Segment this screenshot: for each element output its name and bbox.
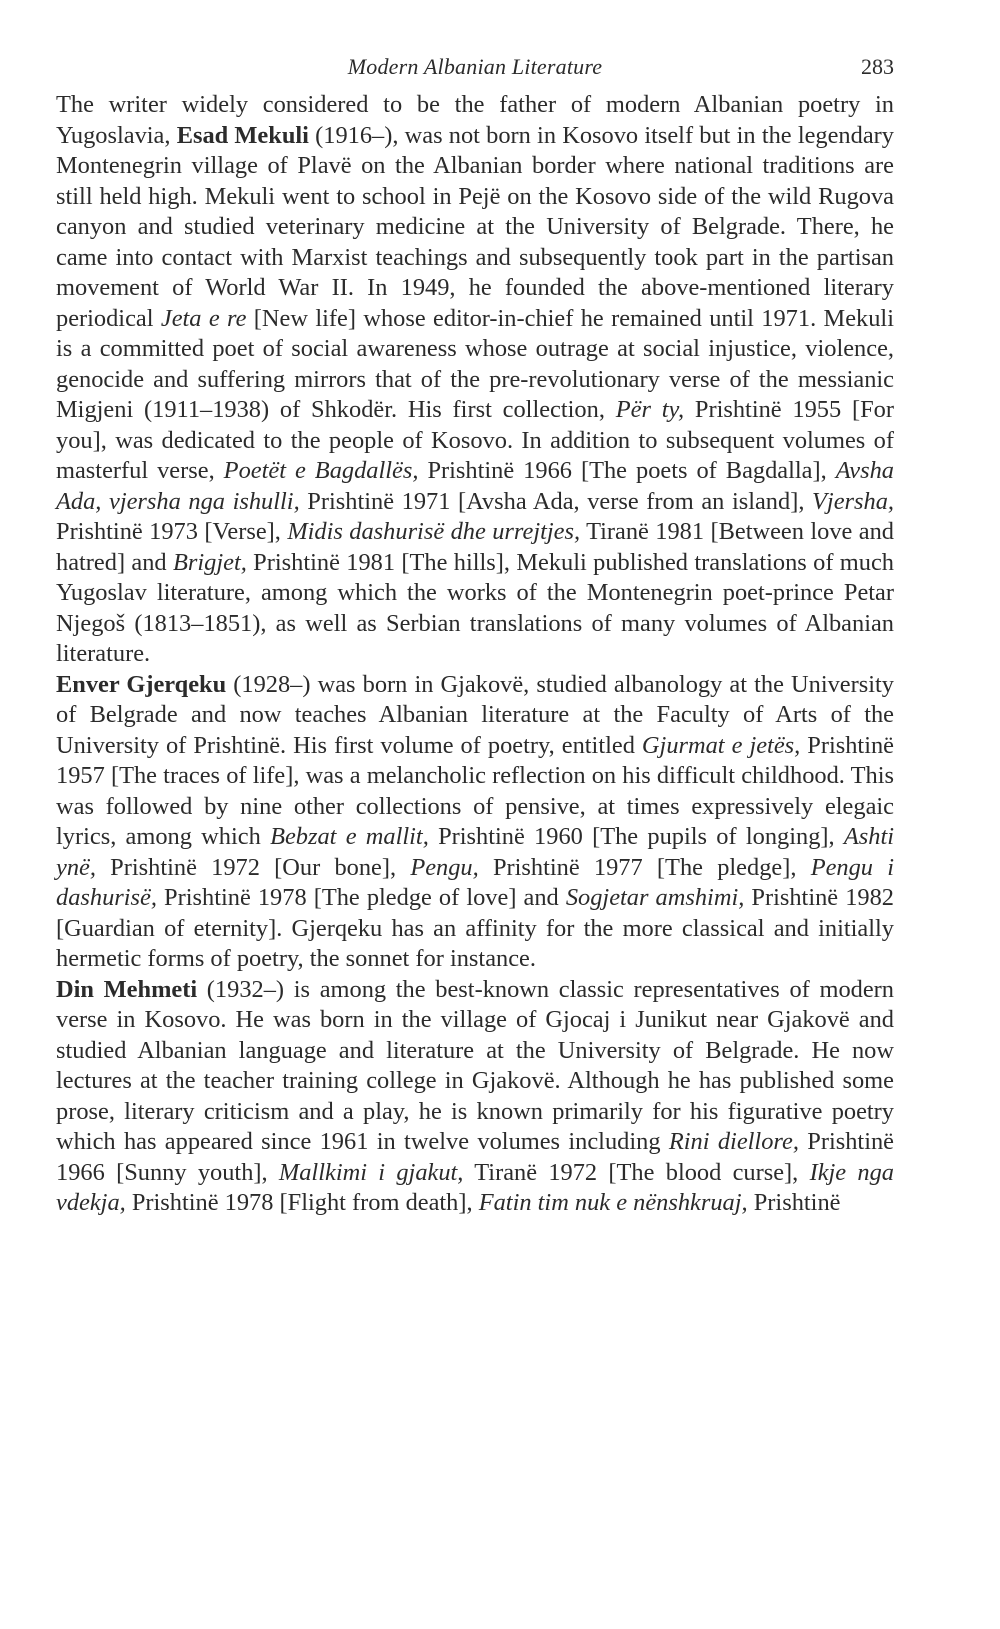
text-run: Prishtinë 1981 [The hills], Mekuli published translations of much Yugoslav literature, among which the works of the Montenegrin poet-prince Petar Njegoš (1813–1851), as well as Serbian translations of many volumes of Albanian literature. [56,548,894,667]
work-title: Jeta e re [160,304,247,332]
text-run: Prishtinë 1960 [The pupils of longing], [428,823,844,850]
text-run: (1916–), was not born in Kosovo itself but in the legendary Montenegrin village of Plavë on the Albanian border where national traditions are still held high. Mekuli went to school in Pejë on the Kosovo side of the wild Rugova canyon and studied veterinary medicine at the University of Belgrade. There, he came into contact with Marxist teachings and subsequently took part in the partisan movement of World War II. In 1949, he founded the above-mentioned literary periodical [56,121,894,332]
work-title: Pengu i dashurisë, [56,853,895,911]
text-run: Prishtinë 1978 [Flight from death], [125,1189,479,1216]
text-run: Prishtinë 1972 [Our bone], [95,853,411,881]
running-title: Modern Albanian Literature [347,54,603,79]
text-run: Tiranë 1972 [The blood curse], [463,1158,810,1186]
work-title: Rini diellore, [668,1128,799,1155]
author-name: Enver Gjerqeku [56,670,227,698]
text-run: (1932–) is among the best-known classic representatives of modern verse in Kosovo. He was born in the village of Gjocaj i Junikut near Gjakovë and studied Albanian language and literature at the University of Belgrade. He now lectures at the teacher training college in Gjakovë. Although he has published some prose, literary criticism and a play, he is known primarily for his figurative poetry which has appeared since 1961 in twelve volumes including [56,975,894,1155]
work-title: Pengu, [410,853,479,881]
text-run: (1928–) was born in Gjakovë, studied albanology at the University of Belgrade and now teaches Albanian literature at the Faculty of Arts of the University of Prishtinë. His first volume of poetry, entitled [56,670,894,759]
work-title: Ikje nga vdekja, [56,1158,895,1216]
text-run: Prishtinë 1955 [For you], was dedicated to the people of Kosovo. In addition to subsequent volumes of masterful verse, [56,396,894,484]
page-number: 283 [861,54,894,79]
paragraph-esad-mekuli [56,90,894,670]
paragraph-din-mehmeti [56,975,894,1219]
author-name: Din Mehmeti [56,975,198,1003]
text-run: Prishtinë 1977 [The pledge], [478,853,811,881]
work-title: Midis dashurisë dhe urrejtjes, [287,518,581,545]
text-run: Prishtinë 1973 [Verse], [56,518,288,545]
text-run: [New life] whose editor-in-chief he remained until 1971. Mekuli is a committed poet of social awareness whose outrage at social injustice, violence, genocide and suffering mirrors that of the pre-revolutionary verse of the messianic Migjeni (1911–1938) of Shkodër. His first collection, [56,304,894,423]
paragraph-enver-gjerqeku [56,670,894,975]
text-run: Prishtinë 1966 [Sunny youth], [56,1128,894,1186]
text-run: Tiranë 1981 [Between love and hatred] and [56,518,894,576]
work-title: Për ty, [615,396,685,423]
work-title: Vjersha, [812,487,895,515]
text-run: The writer widely considered to be the father of modern Albanian poetry in Yugoslavia, [56,91,894,149]
text-run: Prishtinë 1957 [The traces of life], was a melancholic reflection on his difficult childhood. This was followed by nine other collections of pensive, at times expressively elegaic lyrics, among which [56,731,894,850]
work-title: Poetët e Bagdallës, [223,457,419,484]
work-title: Ashti ynë, [56,823,895,881]
text-run: Prishtinë 1982 [Guardian of eternity]. Gjerqeku has an affinity for the more classical and initially hermetic forms of poetry, the sonnet for instance. [56,884,894,972]
page-header [56,0,894,90]
author-name: Esad Mekuli [176,121,309,149]
body-text [56,90,894,1219]
work-title: Fatin tim nuk e nënshkruaj, [478,1189,748,1216]
work-title: Bebzat e mallit, [270,823,429,850]
text-run: Prishtinë 1978 [The pledge of love] and [156,884,566,911]
work-title: Avsha Ada, vjersha nga ishulli, [56,457,894,515]
work-title: Mallkimi i gjakut, [278,1158,464,1186]
text-run: Prishtinë 1966 [The poets of Bagdalla], [418,457,836,484]
work-title: Sogjetar amshimi, [565,884,745,911]
work-title: Brigjet, [172,548,247,576]
text-run: Prishtinë [747,1189,841,1216]
book-page [56,0,894,1219]
text-run: Prishtinë 1971 [Avsha Ada, verse from an island], [299,487,813,515]
work-title: Gjurmat e jetës, [641,731,801,759]
